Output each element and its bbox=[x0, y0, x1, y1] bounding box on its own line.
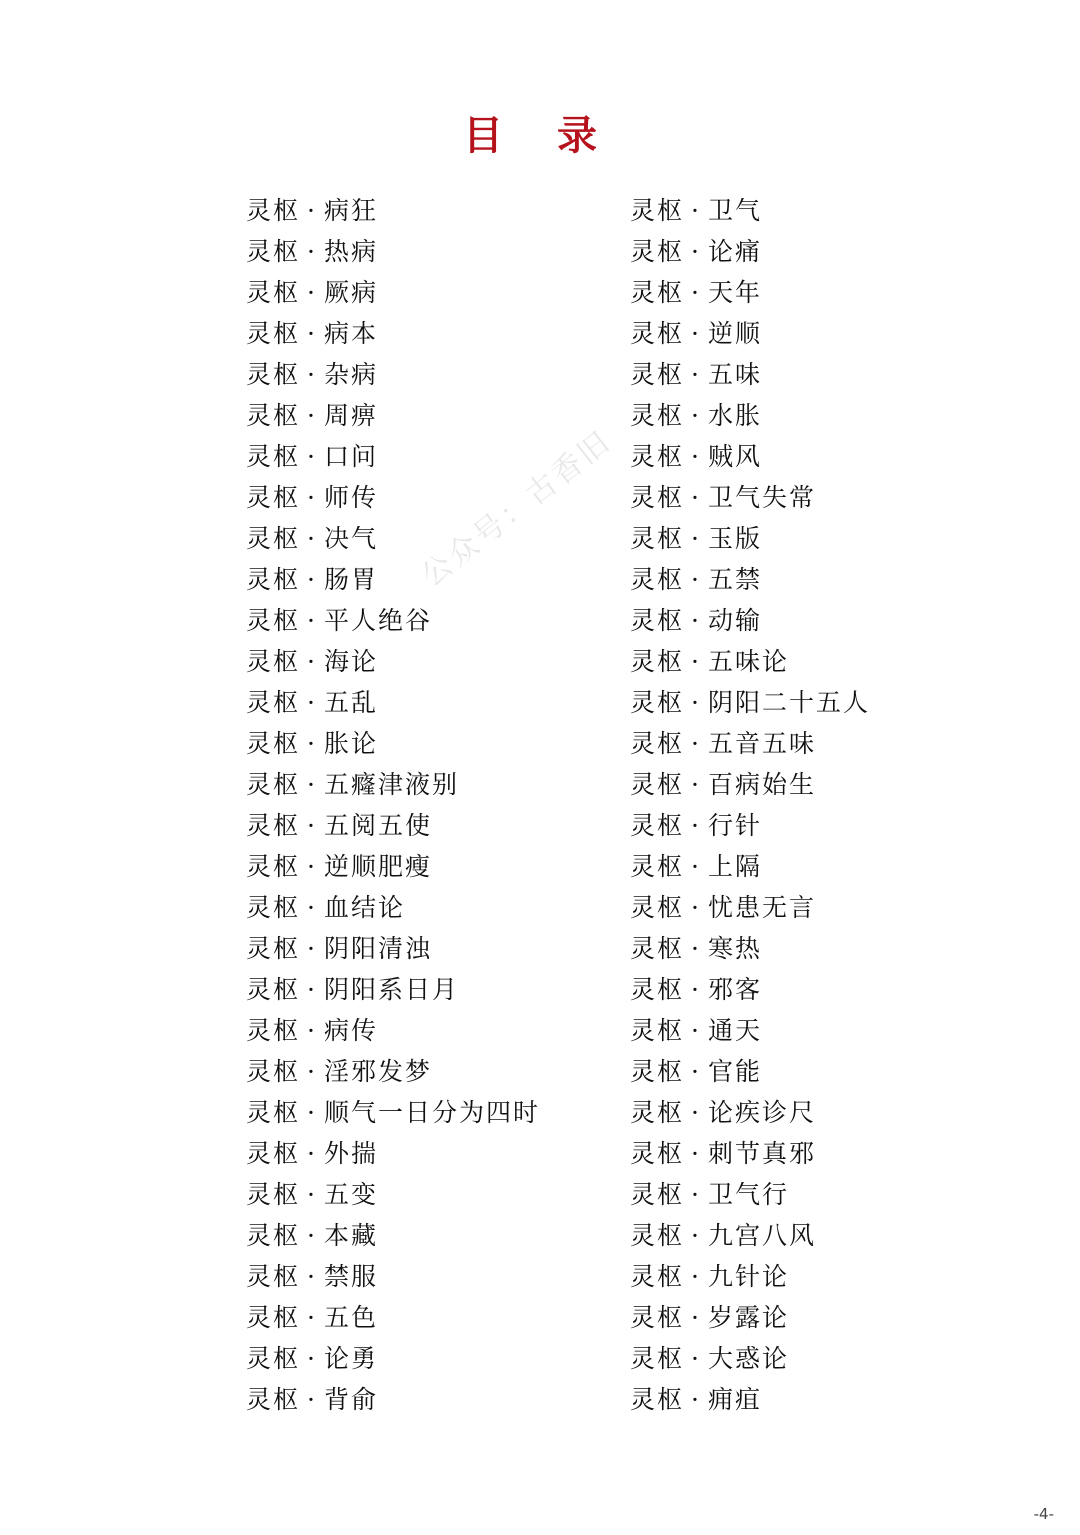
toc-entry-separator: · bbox=[307, 565, 317, 594]
toc-entry-chapter: 百病始生 bbox=[707, 770, 816, 799]
toc-entry[interactable] bbox=[246, 846, 540, 887]
toc-entry-book: 灵枢 bbox=[246, 647, 301, 676]
toc-entry[interactable] bbox=[246, 313, 540, 354]
page-title: 目 录 bbox=[463, 112, 617, 159]
toc-entry-book: 灵枢 bbox=[630, 975, 685, 1004]
toc-entry[interactable] bbox=[630, 682, 870, 723]
toc-entry[interactable] bbox=[630, 518, 870, 559]
toc-entry-separator: · bbox=[307, 1016, 317, 1045]
toc-entry-chapter: 五音五味 bbox=[707, 729, 816, 758]
toc-entry[interactable] bbox=[630, 1338, 870, 1379]
toc-entry-book: 灵枢 bbox=[630, 1262, 685, 1291]
toc-entry-chapter: 五阅五使 bbox=[323, 811, 432, 840]
toc-entry-chapter: 五癃津液别 bbox=[323, 770, 459, 799]
toc-entry-separator: · bbox=[307, 1344, 317, 1373]
toc-entry-book: 灵枢 bbox=[630, 1139, 685, 1168]
toc-entry-separator: · bbox=[691, 360, 701, 389]
toc-entry[interactable] bbox=[246, 272, 540, 313]
toc-entry-book: 灵枢 bbox=[630, 1057, 685, 1086]
toc-entry[interactable] bbox=[630, 1133, 870, 1174]
toc-entry-chapter: 病狂 bbox=[323, 196, 378, 225]
toc-entry-separator: · bbox=[691, 1344, 701, 1373]
toc-entry-book: 灵枢 bbox=[246, 565, 301, 594]
toc-entry[interactable] bbox=[246, 764, 540, 805]
toc-entry-book: 灵枢 bbox=[246, 975, 301, 1004]
toc-entry-book: 灵枢 bbox=[246, 1262, 301, 1291]
toc-entry-separator: · bbox=[691, 647, 701, 676]
toc-entry-chapter: 卫气行 bbox=[707, 1180, 789, 1209]
toc-entry-book: 灵枢 bbox=[246, 524, 301, 553]
toc-entry-separator: · bbox=[691, 606, 701, 635]
toc-entry[interactable] bbox=[246, 1133, 540, 1174]
toc-entry-book: 灵枢 bbox=[246, 483, 301, 512]
toc-entry-chapter: 水胀 bbox=[707, 401, 762, 430]
toc-entry[interactable] bbox=[630, 1092, 870, 1133]
toc-entry-separator: · bbox=[691, 1221, 701, 1250]
toc-entry-book: 灵枢 bbox=[630, 442, 685, 471]
toc-entry-separator: · bbox=[691, 1180, 701, 1209]
toc-entry[interactable] bbox=[630, 1215, 870, 1256]
toc-entry[interactable] bbox=[630, 559, 870, 600]
toc-entry-book: 灵枢 bbox=[246, 1098, 301, 1127]
toc-entry-book: 灵枢 bbox=[630, 1221, 685, 1250]
toc-entry-separator: · bbox=[307, 1180, 317, 1209]
toc-entry[interactable] bbox=[630, 887, 870, 928]
toc-entry[interactable] bbox=[246, 682, 540, 723]
toc-entry-chapter: 平人绝谷 bbox=[323, 606, 432, 635]
toc-entry-separator: · bbox=[307, 524, 317, 553]
toc-entry-book: 灵枢 bbox=[630, 811, 685, 840]
toc-entry[interactable] bbox=[630, 1297, 870, 1338]
toc-entry-chapter: 逆顺肥瘦 bbox=[323, 852, 432, 881]
toc-entry-chapter: 逆顺 bbox=[707, 319, 762, 348]
toc-entry-book: 灵枢 bbox=[630, 688, 685, 717]
toc-entry-separator: · bbox=[307, 1262, 317, 1291]
toc-entry[interactable] bbox=[630, 436, 870, 477]
toc-entry-chapter: 热病 bbox=[323, 237, 378, 266]
toc-entry[interactable] bbox=[246, 231, 540, 272]
toc-entry-chapter: 五变 bbox=[323, 1180, 378, 1209]
toc-entry-book: 灵枢 bbox=[630, 1180, 685, 1209]
toc-entry-book: 灵枢 bbox=[246, 401, 301, 430]
toc-entry-chapter: 五禁 bbox=[707, 565, 762, 594]
toc-entry-chapter: 外揣 bbox=[323, 1139, 378, 1168]
toc-entry[interactable] bbox=[246, 805, 540, 846]
toc-entry-book: 灵枢 bbox=[246, 688, 301, 717]
toc-entry-chapter: 病本 bbox=[323, 319, 378, 348]
toc-entry[interactable] bbox=[630, 354, 870, 395]
toc-entry-chapter: 厥病 bbox=[323, 278, 378, 307]
toc-entry-chapter: 阴阳系日月 bbox=[323, 975, 459, 1004]
toc-entry-chapter: 阴阳清浊 bbox=[323, 934, 432, 963]
toc-entry-separator: · bbox=[307, 1221, 317, 1250]
toc-entry[interactable] bbox=[630, 1051, 870, 1092]
toc-entry[interactable] bbox=[630, 641, 870, 682]
toc-entry-book: 灵枢 bbox=[630, 237, 685, 266]
toc-entry[interactable] bbox=[246, 928, 540, 969]
toc-entry-separator: · bbox=[691, 770, 701, 799]
toc-entry[interactable] bbox=[630, 477, 870, 518]
toc-entry[interactable] bbox=[246, 1338, 540, 1379]
toc-entry[interactable] bbox=[630, 600, 870, 641]
toc-entry-chapter: 五味 bbox=[707, 360, 762, 389]
toc-entry[interactable] bbox=[246, 1051, 540, 1092]
toc-entry-book: 灵枢 bbox=[246, 893, 301, 922]
toc-entry-separator: · bbox=[307, 688, 317, 717]
toc-entry-book: 灵枢 bbox=[630, 360, 685, 389]
toc-entry[interactable] bbox=[246, 436, 540, 477]
toc-entry[interactable] bbox=[630, 1010, 870, 1051]
toc-entry-chapter: 本藏 bbox=[323, 1221, 378, 1250]
toc-entry-separator: · bbox=[691, 688, 701, 717]
toc-entry-chapter: 卫气 bbox=[707, 196, 762, 225]
toc-entry-chapter: 师传 bbox=[323, 483, 378, 512]
toc-entry[interactable] bbox=[246, 887, 540, 928]
toc-entry-separator: · bbox=[307, 975, 317, 1004]
toc-entry-chapter: 口问 bbox=[323, 442, 378, 471]
toc-entry-book: 灵枢 bbox=[630, 770, 685, 799]
toc-entry[interactable] bbox=[630, 1174, 870, 1215]
toc-entry-chapter: 玉版 bbox=[707, 524, 762, 553]
toc-entry-chapter: 寒热 bbox=[707, 934, 762, 963]
toc-entry-chapter: 论痛 bbox=[707, 237, 762, 266]
toc-entry-chapter: 禁服 bbox=[323, 1262, 378, 1291]
toc-entry-separator: · bbox=[307, 319, 317, 348]
toc-entry-separator: · bbox=[307, 1139, 317, 1168]
toc-entry-chapter: 论勇 bbox=[323, 1344, 378, 1373]
toc-entry-separator: · bbox=[691, 483, 701, 512]
toc-entry-separator: · bbox=[691, 729, 701, 758]
toc-entry-chapter: 背俞 bbox=[323, 1385, 378, 1414]
toc-entry-separator: · bbox=[691, 1139, 701, 1168]
toc-entry[interactable] bbox=[246, 1379, 540, 1420]
toc-entry-separator: · bbox=[307, 1385, 317, 1414]
toc-entry-separator: · bbox=[307, 360, 317, 389]
toc-entry[interactable] bbox=[246, 969, 540, 1010]
toc-entry-chapter: 五色 bbox=[323, 1303, 378, 1332]
toc-entry-book: 灵枢 bbox=[630, 483, 685, 512]
toc-entry-book: 灵枢 bbox=[630, 893, 685, 922]
toc-entry[interactable] bbox=[630, 969, 870, 1010]
toc-entry-chapter: 卫气失常 bbox=[707, 483, 816, 512]
toc-entry-chapter: 上隔 bbox=[707, 852, 762, 881]
toc-entry[interactable] bbox=[246, 1297, 540, 1338]
toc-entry-chapter: 论疾诊尺 bbox=[707, 1098, 816, 1127]
toc-entry-chapter: 海论 bbox=[323, 647, 378, 676]
toc-entry-separator: · bbox=[307, 278, 317, 307]
toc-entry-separator: · bbox=[307, 606, 317, 635]
toc-entry[interactable] bbox=[246, 1010, 540, 1051]
toc-entry-chapter: 阴阳二十五人 bbox=[707, 688, 870, 717]
toc-entry-book: 灵枢 bbox=[246, 319, 301, 348]
toc-entry-book: 灵枢 bbox=[630, 852, 685, 881]
toc-entry-book: 灵枢 bbox=[246, 811, 301, 840]
toc-entry-separator: · bbox=[307, 237, 317, 266]
toc-entry-book: 灵枢 bbox=[246, 278, 301, 307]
toc-entry[interactable] bbox=[630, 1256, 870, 1297]
toc-entry-chapter: 九针论 bbox=[707, 1262, 789, 1291]
toc-entry[interactable] bbox=[630, 395, 870, 436]
toc-entry-separator: · bbox=[307, 811, 317, 840]
toc-entry-book: 灵枢 bbox=[246, 1303, 301, 1332]
toc-entry-chapter: 血结论 bbox=[323, 893, 405, 922]
toc-entry-book: 灵枢 bbox=[630, 401, 685, 430]
toc-entry-chapter: 顺气一日分为四时 bbox=[323, 1098, 540, 1127]
toc-entry[interactable] bbox=[246, 559, 540, 600]
toc-entry-chapter: 决气 bbox=[323, 524, 378, 553]
toc-entry-book: 灵枢 bbox=[630, 196, 685, 225]
toc-entry-chapter: 大惑论 bbox=[707, 1344, 789, 1373]
toc-entry[interactable] bbox=[246, 600, 540, 641]
toc-entry-chapter: 岁露论 bbox=[707, 1303, 789, 1332]
toc-entry-book: 灵枢 bbox=[246, 852, 301, 881]
toc-entry[interactable] bbox=[630, 313, 870, 354]
toc-entry-separator: · bbox=[307, 852, 317, 881]
toc-entry-book: 灵枢 bbox=[630, 934, 685, 963]
toc-entry-book: 灵枢 bbox=[630, 606, 685, 635]
watermark-text: 公众号：古香旧 bbox=[414, 424, 619, 594]
toc-entry-chapter: 肠胃 bbox=[323, 565, 378, 594]
toc-entry-separator: · bbox=[691, 442, 701, 471]
toc-entry-book: 灵枢 bbox=[630, 1098, 685, 1127]
toc-entry[interactable] bbox=[630, 846, 870, 887]
toc-entry-book: 灵枢 bbox=[630, 319, 685, 348]
toc-entry-book: 灵枢 bbox=[630, 278, 685, 307]
toc-entry-separator: · bbox=[307, 770, 317, 799]
toc-entry-separator: · bbox=[307, 483, 317, 512]
toc-entry[interactable] bbox=[246, 354, 540, 395]
toc-entry-separator: · bbox=[691, 1016, 701, 1045]
toc-entry-book: 灵枢 bbox=[630, 1344, 685, 1373]
toc-entry-chapter: 痈疽 bbox=[707, 1385, 762, 1414]
toc-entry[interactable] bbox=[630, 805, 870, 846]
toc-entry-separator: · bbox=[691, 1303, 701, 1332]
toc-entry-separator: · bbox=[691, 278, 701, 307]
toc-entry-book: 灵枢 bbox=[246, 1180, 301, 1209]
toc-entry-book: 灵枢 bbox=[630, 565, 685, 594]
toc-entry-chapter: 通天 bbox=[707, 1016, 762, 1045]
toc-entry-book: 灵枢 bbox=[630, 647, 685, 676]
toc-entry-separator: · bbox=[691, 934, 701, 963]
toc-entry-chapter: 官能 bbox=[707, 1057, 762, 1086]
toc-entry-separator: · bbox=[691, 196, 701, 225]
toc-entry-book: 灵枢 bbox=[246, 606, 301, 635]
toc-entry-separator: · bbox=[691, 237, 701, 266]
toc-entry-separator: · bbox=[691, 524, 701, 553]
toc-entry-chapter: 淫邪发梦 bbox=[323, 1057, 432, 1086]
toc-entry-separator: · bbox=[691, 1057, 701, 1086]
toc-entry-chapter: 病传 bbox=[323, 1016, 378, 1045]
toc-entry-separator: · bbox=[691, 975, 701, 1004]
toc-entry-chapter: 周痹 bbox=[323, 401, 378, 430]
toc-entry-separator: · bbox=[691, 811, 701, 840]
toc-entry-book: 灵枢 bbox=[630, 524, 685, 553]
toc-entry[interactable] bbox=[630, 1379, 870, 1420]
toc-entry[interactable] bbox=[246, 641, 540, 682]
toc-entry-chapter: 杂病 bbox=[323, 360, 378, 389]
toc-entry[interactable] bbox=[246, 1256, 540, 1297]
toc-entry-chapter: 胀论 bbox=[323, 729, 378, 758]
toc-entry-chapter: 天年 bbox=[707, 278, 762, 307]
toc-entry-separator: · bbox=[691, 893, 701, 922]
toc-entry[interactable] bbox=[246, 1215, 540, 1256]
toc-entry-book: 灵枢 bbox=[630, 1016, 685, 1045]
toc-entry[interactable] bbox=[630, 190, 870, 231]
toc-entry-separator: · bbox=[691, 1098, 701, 1127]
toc-entry-book: 灵枢 bbox=[246, 360, 301, 389]
toc-entry[interactable] bbox=[246, 190, 540, 231]
toc-right-column bbox=[630, 190, 870, 1420]
toc-entry-separator: · bbox=[691, 852, 701, 881]
toc-entry-book: 灵枢 bbox=[246, 1221, 301, 1250]
toc-entry[interactable] bbox=[246, 477, 540, 518]
toc-entry-book: 灵枢 bbox=[246, 442, 301, 471]
toc-entry-separator: · bbox=[691, 1262, 701, 1291]
toc-left-column bbox=[246, 190, 540, 1420]
toc-entry-separator: · bbox=[307, 893, 317, 922]
toc-entry-chapter: 行针 bbox=[707, 811, 762, 840]
toc-entry[interactable] bbox=[246, 723, 540, 764]
toc-entry-separator: · bbox=[307, 442, 317, 471]
toc-entry[interactable] bbox=[630, 231, 870, 272]
toc-entry-separator: · bbox=[307, 1057, 317, 1086]
toc-entry-book: 灵枢 bbox=[246, 729, 301, 758]
toc-entry[interactable] bbox=[246, 1174, 540, 1215]
toc-entry-separator: · bbox=[691, 565, 701, 594]
toc-entry-separator: · bbox=[307, 401, 317, 430]
toc-entry-separator: · bbox=[307, 647, 317, 676]
toc-entry[interactable] bbox=[246, 518, 540, 559]
toc-entry-book: 灵枢 bbox=[246, 934, 301, 963]
toc-entry-book: 灵枢 bbox=[246, 1057, 301, 1086]
toc-entry-book: 灵枢 bbox=[246, 770, 301, 799]
toc-entry-separator: · bbox=[307, 1098, 317, 1127]
toc-entry-chapter: 贼风 bbox=[707, 442, 762, 471]
page-number: -4- bbox=[1033, 1505, 1054, 1523]
toc-entry-book: 灵枢 bbox=[630, 1385, 685, 1414]
toc-entry-chapter: 邪客 bbox=[707, 975, 762, 1004]
toc-entry-separator: · bbox=[307, 1303, 317, 1332]
toc-entry[interactable] bbox=[630, 764, 870, 805]
toc-entry-book: 灵枢 bbox=[246, 1385, 301, 1414]
toc-entry-book: 灵枢 bbox=[630, 729, 685, 758]
toc-entry-separator: · bbox=[307, 196, 317, 225]
toc-entry-separator: · bbox=[691, 401, 701, 430]
toc-entry-book: 灵枢 bbox=[246, 196, 301, 225]
toc-entry[interactable] bbox=[246, 395, 540, 436]
toc-entry[interactable] bbox=[246, 1092, 540, 1133]
toc-entry-book: 灵枢 bbox=[246, 237, 301, 266]
toc-entry[interactable] bbox=[630, 272, 870, 313]
toc-entry-book: 灵枢 bbox=[246, 1139, 301, 1168]
toc-entry-separator: · bbox=[691, 1385, 701, 1414]
toc-entry-separator: · bbox=[307, 729, 317, 758]
toc-entry-book: 灵枢 bbox=[246, 1344, 301, 1373]
toc-entry-chapter: 刺节真邪 bbox=[707, 1139, 816, 1168]
toc-entry-chapter: 九宫八风 bbox=[707, 1221, 816, 1250]
toc-entry-book: 灵枢 bbox=[630, 1303, 685, 1332]
toc-entry-separator: · bbox=[307, 934, 317, 963]
toc-entry[interactable] bbox=[630, 928, 870, 969]
toc-entry-book: 灵枢 bbox=[246, 1016, 301, 1045]
toc-entry-separator: · bbox=[691, 319, 701, 348]
toc-entry[interactable] bbox=[630, 723, 870, 764]
toc-entry-chapter: 动输 bbox=[707, 606, 762, 635]
toc-entry-chapter: 五味论 bbox=[707, 647, 789, 676]
toc-entry-chapter: 忧患无言 bbox=[707, 893, 816, 922]
toc-entry-chapter: 五乱 bbox=[323, 688, 378, 717]
